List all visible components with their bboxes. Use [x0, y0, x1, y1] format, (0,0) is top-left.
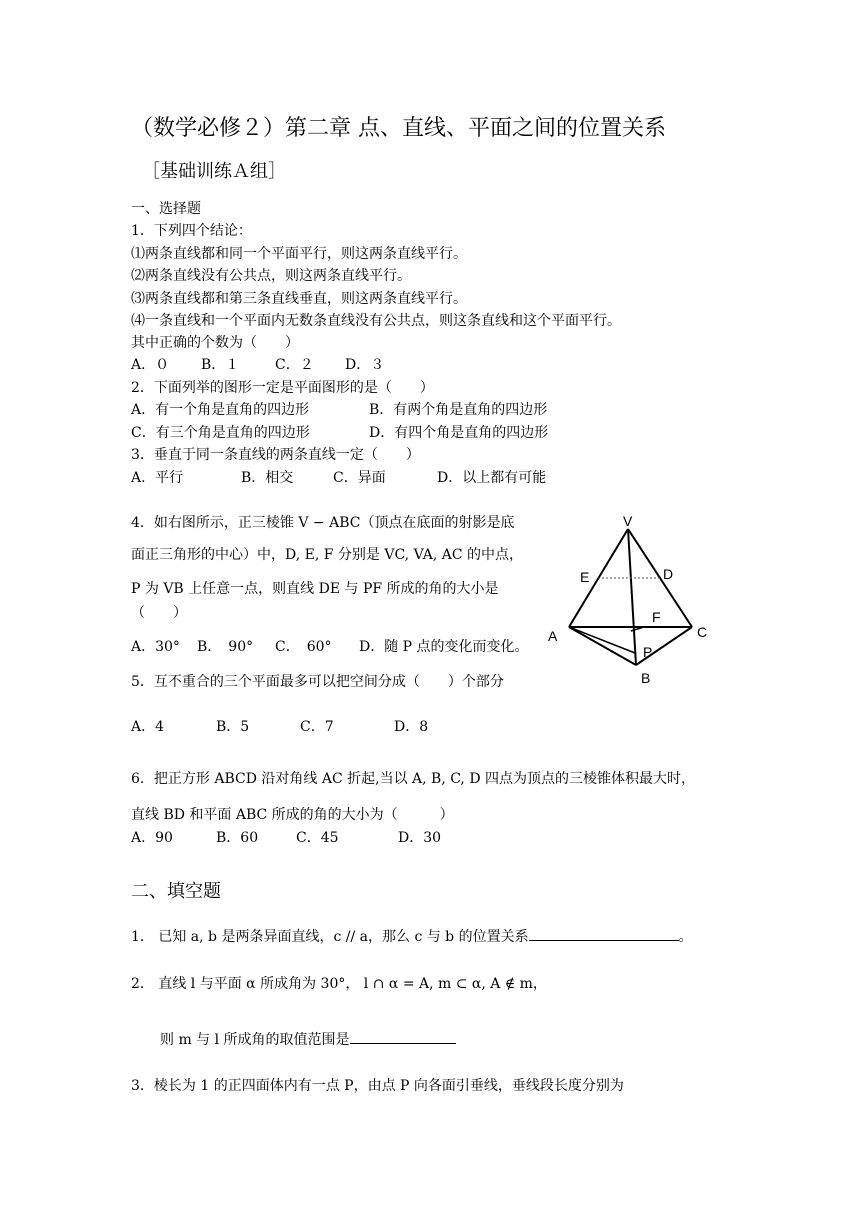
q4-line-1: 4．如右图所示，正三棱锥 V − ABC（顶点在底面的射影是底: [131, 515, 515, 531]
edge-vb: [628, 529, 636, 665]
q6-option-b: B．60: [216, 830, 259, 846]
fill-q2-line-2: [160, 1031, 456, 1049]
fill-q2-line-1: 2． 直线 l 与平面 α 所成角为 30°， l ∩ α = A, m ⊂ α, A ∉ m，: [131, 976, 547, 992]
q5-options: [131, 718, 428, 736]
edge-ab: [569, 627, 636, 665]
q3-option-d: D．以上都有可能: [437, 470, 547, 486]
q6-option-c: C．45: [296, 830, 339, 846]
q3-option-c: C．异面: [333, 470, 386, 486]
q1-ask: 其中正确的个数为（ ）: [131, 335, 299, 351]
q4-line-3: P 为 VB 上任意一点，则直线 DE 与 PF 所成的角的大小是: [131, 581, 499, 597]
q3-options: [131, 469, 546, 487]
q2-option-d: D．有四个角是直角的四边形: [369, 425, 549, 441]
q1-option-d: D．３: [345, 357, 385, 373]
q2-stem: 2．下面列举的图形一定是平面图形的是（ ）: [131, 380, 434, 396]
section2-heading: 二、填空题: [131, 881, 221, 902]
q1-option-a: A．０: [131, 357, 170, 373]
label-e: E: [580, 569, 590, 585]
q4-option-d: D．随 P 点的变化而变化。: [359, 639, 529, 655]
q1-statement-2: ⑵两条直线没有公共点，则这两条直线平行。: [131, 268, 411, 284]
fill-q2-text: 则 m 与 l 所成角的取值范围是: [160, 1032, 350, 1048]
pyramid-figure: [540, 505, 740, 690]
label-v: V: [623, 513, 633, 529]
fill-q3-line-1: 3．棱长为 1 的正四面体内有一点 P，由点 P 向各面引垂线，垂线段长度分别为: [131, 1078, 624, 1094]
q4-line-2: 面正三角形的中心）中，D, E, F 分别是 VC, VA, AC 的中点，: [131, 547, 524, 563]
q1-statement-4: ⑷一条直线和一个平面内无数条直线没有公共点，则这条直线和这个平面平行。: [131, 313, 621, 329]
fill-q1: [131, 928, 693, 946]
q1-statement-3: ⑶两条直线都和第三条直线垂直，则这两条直线平行。: [131, 291, 467, 307]
q3-stem: 3．垂直于同一条直线的两条直线一定（ ）: [131, 447, 420, 463]
label-f: F: [652, 609, 661, 625]
q2-options-row2: [131, 424, 548, 442]
q5-stem: 5．互不重合的三个平面最多可以把空间分成（ ）个部分: [131, 674, 504, 690]
document-subtitle: ［基础训练Ａ组］: [142, 161, 286, 182]
q6-line-1: 6．把正方形 ABCD 沿对角线 AC 折起,当以 A, B, C, D 四点为顶点的三棱锥体积最大时，: [131, 771, 696, 787]
q1-options: [131, 356, 384, 374]
q6-options: [131, 829, 441, 847]
segment-pa: [569, 627, 635, 653]
q2-options-row1: [131, 401, 547, 419]
q3-option-b: B．相交: [241, 470, 294, 486]
q1-stem: 1．下列四个结论：: [131, 223, 252, 239]
document-title: （数学必修２）第二章 点、直线、平面之间的位置关系: [131, 116, 666, 141]
q1-option-c: C．２: [275, 357, 314, 373]
label-a: A: [548, 628, 558, 644]
fill-q1-end: 。: [678, 929, 693, 945]
q2-option-c: C．有三个角是直角的四边形: [131, 425, 310, 441]
label-b: B: [641, 670, 651, 686]
q6-option-a: A．90: [131, 830, 173, 846]
q2-option-a: A．有一个角是直角的四边形: [131, 402, 310, 418]
q6-option-d: D．30: [398, 830, 442, 846]
fill-q1-text: 1． 已知 a, b 是两条异面直线，c // a，那么 c 与 b 的位置关系: [131, 929, 529, 945]
q1-statement-1: ⑴两条直线都和同一个平面平行，则这两条直线平行。: [131, 246, 467, 262]
q4-options: [131, 638, 529, 656]
q4-option-b: B． 90°: [197, 639, 254, 655]
label-p: P: [643, 644, 653, 660]
q6-line-2: 直线 BD 和平面 ABC 所成的角的大小为（ ）: [131, 807, 454, 823]
q4-option-c: C． 60°: [275, 639, 332, 655]
q5-option-d: D．8: [394, 719, 429, 735]
q4-option-a: A．30°: [131, 639, 180, 655]
fill-q2-blank[interactable]: [350, 1031, 456, 1044]
q2-option-b: B．有两个角是直角的四边形: [369, 402, 548, 418]
q1-option-b: B．１: [201, 357, 240, 373]
fill-q1-blank[interactable]: [529, 928, 679, 941]
q5-option-a: A．4: [131, 719, 165, 735]
q5-option-c: C．7: [300, 719, 334, 735]
section1-heading: 一、选择题: [131, 201, 201, 217]
label-c: C: [697, 624, 708, 640]
q5-option-b: B．5: [216, 719, 250, 735]
label-d: D: [663, 566, 674, 582]
q4-line-4: （ ）: [131, 605, 187, 621]
q3-option-a: A．平行: [131, 470, 184, 486]
